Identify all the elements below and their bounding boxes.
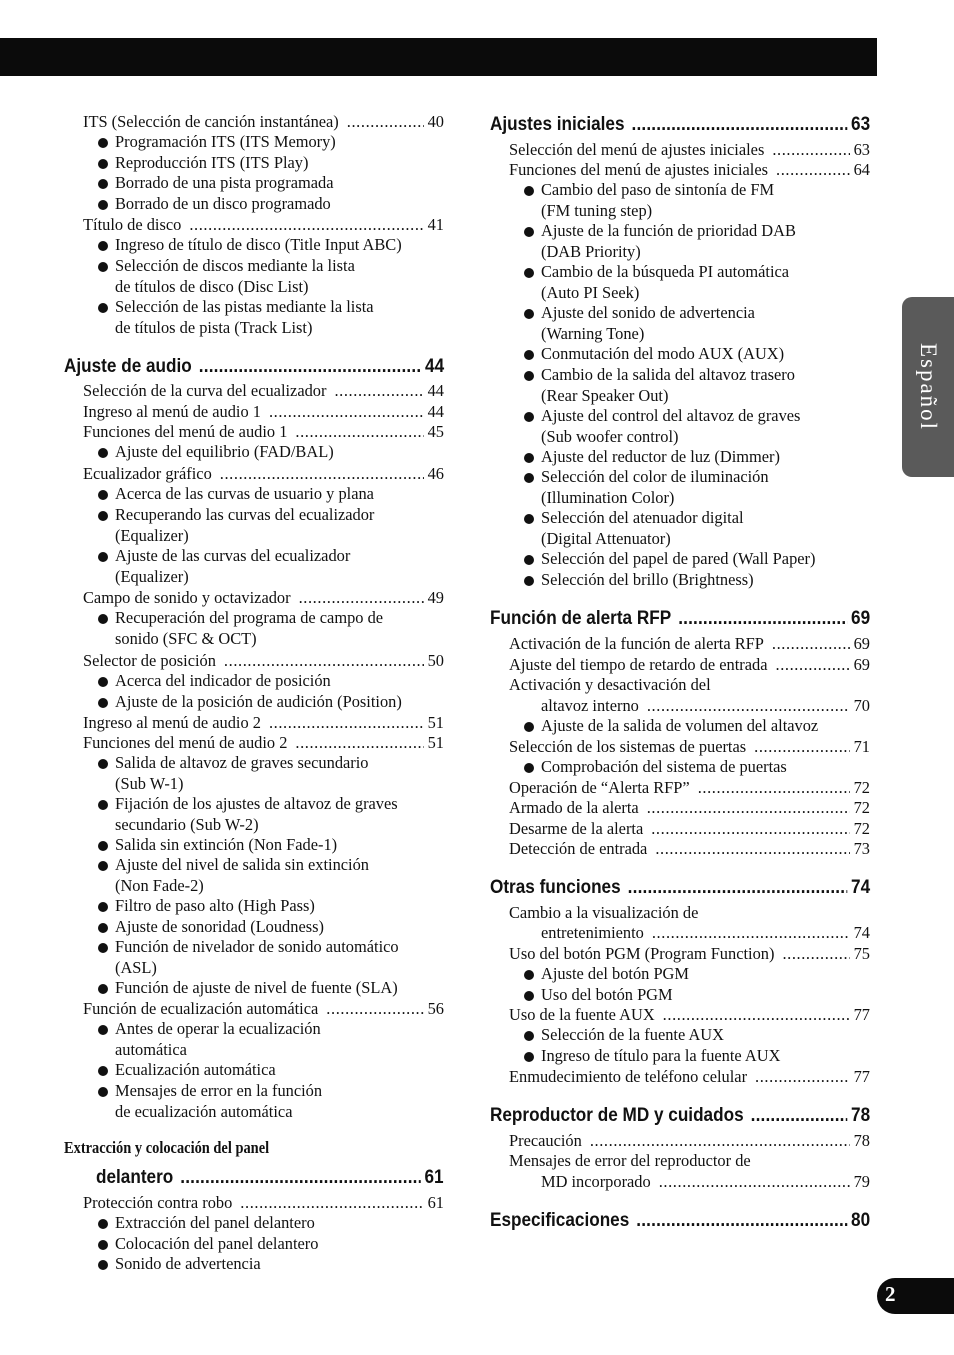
toc-entry: altavoz interno ..... 70: [541, 696, 870, 716]
toc-subitem: Mensajes de error en la función de ecualización automática: [115, 1081, 322, 1122]
toc-subitem: Borrado de una pista programada: [115, 173, 333, 194]
header-bar: [0, 38, 877, 76]
toc-entry: Selector de posición ..... 50: [83, 651, 444, 671]
toc-subitem: Ingreso de título de disco (Title Input ABC): [115, 235, 402, 256]
language-tab-label: Español: [916, 342, 941, 432]
toc-entry: MD incorporado ..... 79: [541, 1172, 870, 1192]
toc-subitem: Cambio de la búsqueda PI automática (Auto PI Seek): [541, 262, 789, 303]
toc-entry: entretenimiento ..... 74: [541, 923, 870, 943]
toc-entry: Uso del botón PGM (Program Function) ..... 75: [509, 944, 870, 964]
toc-subitem: Selección del atenuador digital (Digital Attenuator): [541, 508, 744, 549]
section-heading: Otras funciones ..... 74: [490, 875, 870, 899]
toc-subitem: Ecualización automática: [115, 1060, 276, 1081]
toc-subitem: Acerca de las curvas de usuario y plana: [115, 484, 374, 505]
toc-subitem: Recuperando las curvas del ecualizador (Equalizer): [115, 505, 374, 546]
toc-subitem: Ajuste del sonido de advertencia (Warning Tone): [541, 303, 755, 344]
toc-subitem: Ajuste del control del altavoz de graves (Sub woofer control): [541, 406, 800, 447]
toc-subitem: Cambio de la salida del altavoz trasero (Rear Speaker Out): [541, 365, 795, 406]
toc-entry: Selección de los sistemas de puertas ..... 71: [509, 737, 870, 757]
toc-entry: Ingreso al menú de audio 2 ..... 51: [83, 713, 444, 733]
toc-entry: Detección de entrada ..... 73: [509, 839, 870, 859]
toc-entry-line: Cambio a la visualización de: [509, 903, 699, 922]
toc-subitem: Acerca del indicador de posición: [115, 671, 331, 692]
toc-entry: Protección contra robo ..... 61: [83, 1193, 444, 1213]
page-number-tab: [877, 1278, 954, 1314]
toc-subitem: Ingreso de título para la fuente AUX: [541, 1046, 780, 1067]
toc-subitem: Función de nivelador de sonido automático (ASL): [115, 937, 399, 978]
toc-subitem: Extracción del panel delantero: [115, 1213, 315, 1234]
language-tab: [902, 297, 954, 477]
toc-entry: Ajuste del tiempo de retardo de entrada ..... 69: [509, 655, 870, 675]
toc-subitem: Función de ajuste de nivel de fuente (SLA): [115, 978, 398, 999]
toc-subitem: Programación ITS (ITS Memory): [115, 132, 336, 153]
section-heading: Ajustes iniciales ..... 63: [490, 112, 870, 136]
toc-entry: Funciones del menú de audio 2 ..... 51: [83, 733, 444, 753]
toc-entry: Ecualizador gráfico ..... 46: [83, 464, 444, 484]
section-heading: Reproductor de MD y cuidados ..... 78: [490, 1103, 870, 1127]
toc-subitem: Ajuste de la función de prioridad DAB (DAB Priority): [541, 221, 796, 262]
toc-entry: Funciones del menú de audio 1 ..... 45: [83, 422, 444, 442]
toc-entry: Título de disco ..... 41: [83, 215, 444, 235]
toc-entry-line: Activación y desactivación del: [509, 675, 711, 694]
toc-subitem: Ajuste del equilibrio (FAD/BAL): [115, 442, 334, 463]
toc-entry: Campo de sonido y octavizador ..... 49: [83, 588, 444, 608]
toc-subitem: Selección del papel de pared (Wall Paper): [541, 549, 815, 570]
toc-subitem: Selección de las pistas mediante la lista de títulos de pista (Track List): [115, 297, 374, 338]
toc-subitem: Ajuste del nivel de salida sin extinción (Non Fade-2): [115, 855, 369, 896]
toc-entry: Enmudecimiento de teléfono celular ..... 77: [509, 1067, 870, 1087]
toc-subitem: Fijación de los ajustes de altavoz de graves secundario (Sub W-2): [115, 794, 398, 835]
toc-entry: ITS (Selección de canción instantánea) ..... 40: [83, 112, 444, 132]
toc-subitem: Filtro de paso alto (High Pass): [115, 896, 315, 917]
section-heading: Función de alerta RFP ..... 69: [490, 606, 870, 630]
toc-subitem: Colocación del panel delantero: [115, 1234, 318, 1255]
toc-entry: Selección del menú de ajustes iniciales ..... 63: [509, 140, 870, 160]
page-number: 2: [885, 1282, 896, 1306]
toc-entry: Armado de la alerta ..... 72: [509, 798, 870, 818]
toc-entry: Funciones del menú de ajustes iniciales ..... 64: [509, 160, 870, 180]
toc-entry: Desarme de la alerta ..... 72: [509, 819, 870, 839]
toc-entry: Operación de “Alerta RFP” ..... 72: [509, 778, 870, 798]
section-heading: Especificaciones ..... 80: [490, 1208, 870, 1232]
toc-subitem: Ajuste de la posición de audición (Position): [115, 692, 402, 713]
toc-subitem: Ajuste del reductor de luz (Dimmer): [541, 447, 780, 468]
section-heading-continued: delantero ..... 61: [96, 1165, 444, 1189]
toc-subitem: Ajuste de sonoridad (Loudness): [115, 917, 324, 938]
toc-subitem: Selección del brillo (Brightness): [541, 570, 754, 591]
toc-subitem: Recuperación del programa de campo de sonido (SFC & OCT): [115, 608, 383, 649]
toc-entry: Precaución ..... 78: [509, 1131, 870, 1151]
toc-subitem: Selección de la fuente AUX: [541, 1025, 724, 1046]
toc-subitem: Uso del botón PGM: [541, 985, 673, 1006]
toc-subitem: Salida sin extinción (Non Fade-1): [115, 835, 337, 856]
section-heading: Extracción y colocación del panel: [64, 1138, 270, 1157]
toc-subitem: Selección de discos mediante la lista de títulos de disco (Disc List): [115, 256, 355, 297]
toc-subitem: Ajuste de la salida de volumen del altavoz: [541, 716, 818, 737]
toc-entry: Ingreso al menú de audio 1 ..... 44: [83, 402, 444, 422]
toc-entry: Activación de la función de alerta RFP ..... 69: [509, 634, 870, 654]
toc-entry-line: Mensajes de error del reproductor de: [509, 1151, 751, 1170]
toc-subitem: Salida de altavoz de graves secundario (Sub W-1): [115, 753, 369, 794]
toc-entry: Función de ecualización automática ..... 56: [83, 999, 444, 1019]
toc-subitem: Selección del color de iluminación (Illumination Color): [541, 467, 769, 508]
toc-subitem: Comprobación del sistema de puertas: [541, 757, 787, 778]
toc-subitem: Sonido de advertencia: [115, 1254, 261, 1275]
toc-subitem: Ajuste de las curvas del ecualizador (Equalizer): [115, 546, 350, 587]
section-heading: Ajuste de audio ..... 44: [64, 354, 444, 378]
toc-subitem: Conmutación del modo AUX (AUX): [541, 344, 784, 365]
toc-entry: Selección de la curva del ecualizador ..... 44: [83, 381, 444, 401]
toc-entry: Uso de la fuente AUX ..... 77: [509, 1005, 870, 1025]
toc-subitem: Cambio del paso de sintonía de FM (FM tuning step): [541, 180, 774, 221]
toc-subitem: Antes de operar la ecualización automática: [115, 1019, 321, 1060]
toc-subitem: Ajuste del botón PGM: [541, 964, 689, 985]
toc-subitem: Reproducción ITS (ITS Play): [115, 153, 308, 174]
toc-subitem: Borrado de un disco programado: [115, 194, 331, 215]
